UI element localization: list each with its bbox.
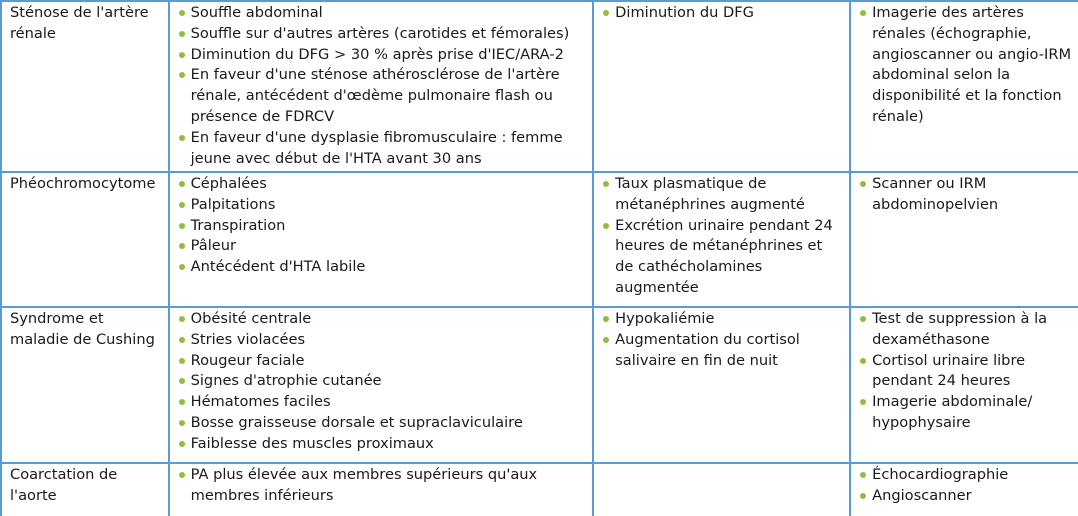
condition-cell (1, 307, 169, 463)
list-item: Céphalées (178, 174, 587, 195)
list-item: Hypokaliémie (602, 309, 843, 330)
confirm-cell (850, 172, 1078, 307)
condition-name: Coarctation de l'aorte (10, 466, 118, 504)
table-row (1, 307, 1078, 463)
list-item: Hématomes faciles (178, 392, 587, 413)
signs-cell (169, 172, 594, 307)
list-item: Bosse graisseuse dorsale et supraclaviculaire (178, 413, 587, 434)
list-item: Taux plasmatique de métanéphrines augmenté (602, 174, 843, 216)
list-item: Stries violacées (178, 330, 587, 351)
tests-cell (593, 463, 850, 516)
tests-cell (593, 307, 850, 463)
list-item: Augmentation du cortisol salivaire en fin de nuit (602, 330, 843, 372)
list-item: Signes d'atrophie cutanée (178, 371, 587, 392)
signs-cell (169, 463, 594, 516)
list-item: PA plus élevée aux membres supérieurs qu'aux membres inférieurs (178, 465, 587, 507)
condition-cell (1, 463, 169, 516)
confirm-list (859, 465, 1074, 507)
confirm-list (859, 3, 1074, 128)
tests-list (602, 309, 843, 371)
confirm-list (859, 174, 1074, 216)
list-item: Imagerie abdominale/ hypophysaire (859, 392, 1074, 434)
list-item: Souffle sur d'autres artères (carotides et fémorales) (178, 24, 587, 45)
signs-list (178, 465, 587, 507)
tests-list (602, 3, 843, 24)
condition-cell (1, 172, 169, 307)
signs-list (178, 3, 587, 169)
list-item: En faveur d'une sténose athérosclérose de l'artère rénale, antécédent d'œdème pulmonaire flash ou présence de FDRCV (178, 65, 587, 127)
signs-cell (169, 1, 594, 172)
condition-cell (1, 1, 169, 172)
confirm-list (859, 309, 1074, 434)
list-item: Rougeur faciale (178, 351, 587, 372)
confirm-cell (850, 1, 1078, 172)
tests-cell (593, 1, 850, 172)
list-item: Imagerie des artères rénales (échographie, angioscanner ou angio-IRM abdominal selon la disponibilité et la fonction rénale) (859, 3, 1074, 128)
list-item: Scanner ou IRM abdominopelvien (859, 174, 1074, 216)
condition-name: Phéochromocytome (10, 175, 156, 192)
condition-name: Syndrome et maladie de Cushing (10, 310, 155, 348)
signs-list (178, 174, 587, 278)
list-item: Palpitations (178, 195, 587, 216)
signs-list (178, 309, 587, 455)
list-item: Souffle abdominal (178, 3, 587, 24)
list-item: Transpiration (178, 216, 587, 237)
list-item: Angioscanner (859, 486, 1074, 507)
tests-list (602, 174, 843, 299)
table-row (1, 172, 1078, 307)
tests-cell (593, 172, 850, 307)
list-item: Test de suppression à la dexaméthasone (859, 309, 1074, 351)
list-item: Obésité centrale (178, 309, 587, 330)
condition-name: Sténose de l'artère rénale (10, 4, 149, 42)
list-item: En faveur d'une dysplasie fibromusculaire : femme jeune avec début de l'HTA avant 30 ans (178, 128, 587, 170)
list-item: Diminution du DFG (602, 3, 843, 24)
list-item: Antécédent d'HTA labile (178, 257, 587, 278)
list-item: Échocardiographie (859, 465, 1074, 486)
signs-cell (169, 307, 594, 463)
list-item: Diminution du DFG > 30 % après prise d'IEC/ARA-2 (178, 45, 587, 66)
list-item: Faiblesse des muscles proximaux (178, 434, 587, 455)
table-row (1, 463, 1078, 516)
table-row (1, 1, 1078, 172)
list-item: Cortisol urinaire libre pendant 24 heures (859, 351, 1074, 393)
list-item: Excrétion urinaire pendant 24 heures de métanéphrines et de cathécholamines augmentée (602, 216, 843, 299)
confirm-cell (850, 463, 1078, 516)
confirm-cell (850, 307, 1078, 463)
list-item: Pâleur (178, 236, 587, 257)
